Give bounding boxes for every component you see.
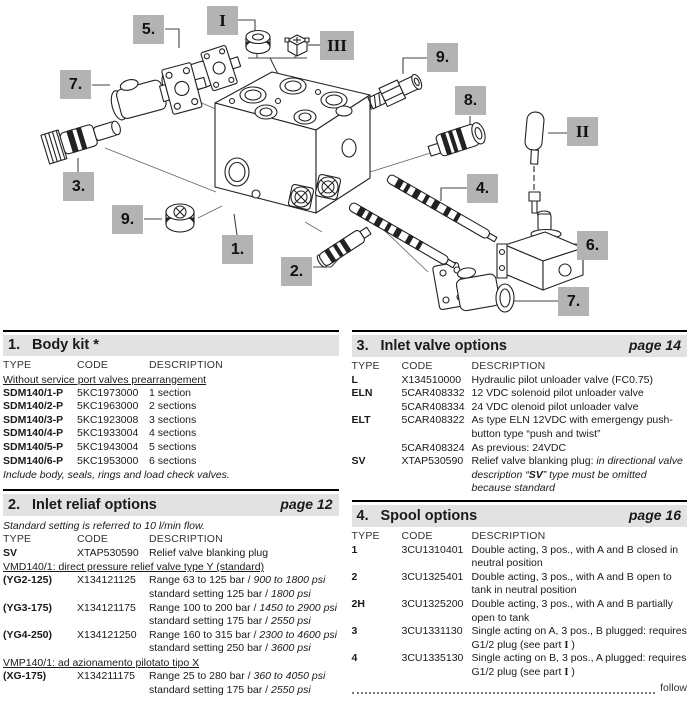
exploded-diagram — [0, 0, 690, 330]
callout-5: 5. — [133, 15, 164, 44]
relief-cartridge-part-2 — [316, 225, 373, 269]
callout-2: 2. — [281, 257, 312, 286]
divider — [352, 500, 688, 502]
follow-label: follow — [660, 682, 687, 695]
column-headers — [3, 359, 339, 373]
table-row: ELT 5CAR408322 As type ELN 12VDC with emergengy push-button type “push and twist” — [351, 414, 673, 440]
section-title: Body kit * — [32, 337, 99, 353]
follow-leader — [352, 682, 688, 694]
col-type: TYPE — [3, 359, 32, 371]
callout-roman-3: III — [320, 31, 354, 60]
quick-coupler-part — [41, 112, 124, 163]
table-row: SV XTAP530590 Relief valve blanking plug — [3, 546, 269, 559]
table-row: SDM140/4-P 5KC1933004 4 sections — [3, 427, 197, 440]
section-number: 2. — [8, 497, 21, 514]
callout-7-top: 7. — [60, 70, 91, 99]
col-code: CODE — [401, 360, 433, 372]
section-title: Spool options — [380, 507, 478, 524]
section-number: 4. — [356, 507, 369, 524]
page-ref: page 12 — [280, 496, 333, 513]
left-column — [3, 330, 339, 697]
table-row: SDM140/2-P 5KC1963000 2 sections — [3, 400, 197, 413]
page-ref: page 14 — [628, 337, 681, 353]
callout-7-bottom: 7. — [558, 287, 589, 316]
valve-body-part — [215, 72, 370, 213]
col-code: CODE — [77, 359, 109, 371]
section-inlet-relief — [3, 489, 339, 697]
col-type: TYPE — [351, 360, 380, 372]
table-row: SDM140/5-P 5KC1943004 5 sections — [3, 440, 197, 453]
column-headers — [3, 533, 339, 547]
table-row: (YG4-250) X134121250 Range 160 to 315 bar / 2300 to 4600 psi standard setting 250 bar / 3600 psi — [3, 628, 337, 655]
plug-part-roman1 — [246, 31, 270, 54]
callout-roman-1: I — [207, 6, 238, 35]
table-row: 5CAR408324 As previous: 24VDC — [401, 441, 567, 454]
section-title: Inlet valve options — [380, 338, 507, 354]
callout-3: 3. — [63, 172, 94, 201]
col-description: DESCRIPTION — [471, 360, 546, 372]
section-header-inlet-valve — [352, 335, 688, 357]
divider — [3, 330, 339, 332]
table-row: 5CAR408334 24 VDC olenoid pilot unloader valve — [401, 400, 639, 413]
callout-4: 4. — [467, 174, 498, 203]
section-inlet-valve — [352, 330, 688, 496]
table-row: L X134510000 Hydraulic pilot unloader valve (FC0.75) — [351, 373, 653, 386]
callout-9-top: 9. — [427, 43, 458, 72]
lever-handle-part-roman2 — [524, 111, 544, 213]
table-row: 1 3CU1310401 Double acting, 3 pos., with A and B closed in neutral position — [351, 543, 679, 570]
col-code: CODE — [401, 529, 433, 542]
section-header-spool-options — [352, 505, 688, 527]
group-label: VMD140/1: direct pressure relief valve type Y (standard) — [3, 561, 265, 574]
table-row: 2H 3CU1325200 Double acting, 3 pos., with A and B partially open to tank — [351, 597, 673, 624]
section-header-body-kit — [3, 335, 339, 356]
table-row: (YG3-175) X134121175 Range 100 to 200 bar / 1450 to 2900 psi standard setting 175 bar / 2550 psi — [3, 601, 337, 628]
group-label: VMP140/1: ad azionamento pilotato tipo X — [3, 656, 200, 669]
column-headers — [352, 530, 688, 544]
section-note: Standard setting is referred to 10 l/min flow. — [3, 520, 205, 533]
divider — [3, 489, 339, 491]
callout-roman-2: II — [567, 117, 598, 146]
group-label: Without service port valves prearrangement — [3, 373, 207, 386]
section-header-inlet-relief — [3, 494, 339, 516]
col-description: DESCRIPTION — [149, 359, 223, 371]
table-row: 4 3CU1335130 Single acting on B, 3 pos., A plugged: requires G1/2 plug (see part I ) — [351, 652, 687, 678]
col-code: CODE — [77, 533, 109, 546]
cube-part-roman3 — [285, 35, 309, 56]
table-row: 3 3CU1331130 Single acting on A, 3 pos., B plugged: requires G1/2 plug (see part I ) — [351, 625, 687, 651]
col-type: TYPE — [351, 529, 380, 542]
section-number: 3. — [356, 338, 369, 354]
table-row: ELN 5CAR408332 12 VDC solenoid pilot unloader valve — [351, 387, 644, 400]
table-row: SDM140/6-P 5KC1953000 6 sections — [3, 454, 197, 467]
col-type: TYPE — [3, 533, 32, 546]
dotted-leader — [352, 684, 656, 694]
pilot-valve-part-6 — [497, 211, 583, 290]
table-row: SDM140/1-P 5KC1973000 1 section — [3, 386, 192, 399]
callout-6: 6. — [577, 231, 608, 260]
table-row: 2 3CU1325401 Double acting, 3 pos., with A and B open to tank in neutral position — [351, 570, 672, 597]
col-description: DESCRIPTION — [471, 529, 546, 542]
parts-tables — [3, 330, 687, 697]
column-headers — [352, 360, 688, 374]
divider — [352, 330, 688, 332]
table-row: SV XTAP530590 Relief valve blanking plug: in directional valve description “SV” type must be omitted because standard — [351, 455, 683, 495]
plug-part-9-left — [166, 204, 194, 232]
page-ref: page 16 — [628, 506, 681, 523]
callout-1: 1. — [222, 235, 253, 264]
section-body-kit — [3, 330, 339, 483]
callout-9-left: 9. — [112, 205, 143, 234]
cartridge-part-8 — [426, 121, 488, 160]
table-row: (XG-175) X134211175 Range 25 to 280 bar / 360 to 4050 psi standard setting 175 bar / 2550 psi — [3, 669, 326, 696]
col-description: DESCRIPTION — [149, 533, 223, 546]
section-footnote: Include body, seals, rings and load check valves. — [3, 469, 230, 482]
fitting-part-top — [364, 71, 424, 113]
section-number: 1. — [8, 337, 21, 353]
table-row: (YG2-125) X134121125 Range 63 to 125 bar / 900 to 1800 psi standard setting 125 bar / 1800 psi — [3, 574, 326, 600]
section-spool-options — [352, 500, 688, 695]
callout-8: 8. — [455, 86, 486, 115]
right-column — [352, 330, 688, 697]
section-title: Inlet reliaf options — [32, 497, 157, 514]
table-row: SDM140/3-P 5KC1923008 3 sections — [3, 413, 197, 426]
